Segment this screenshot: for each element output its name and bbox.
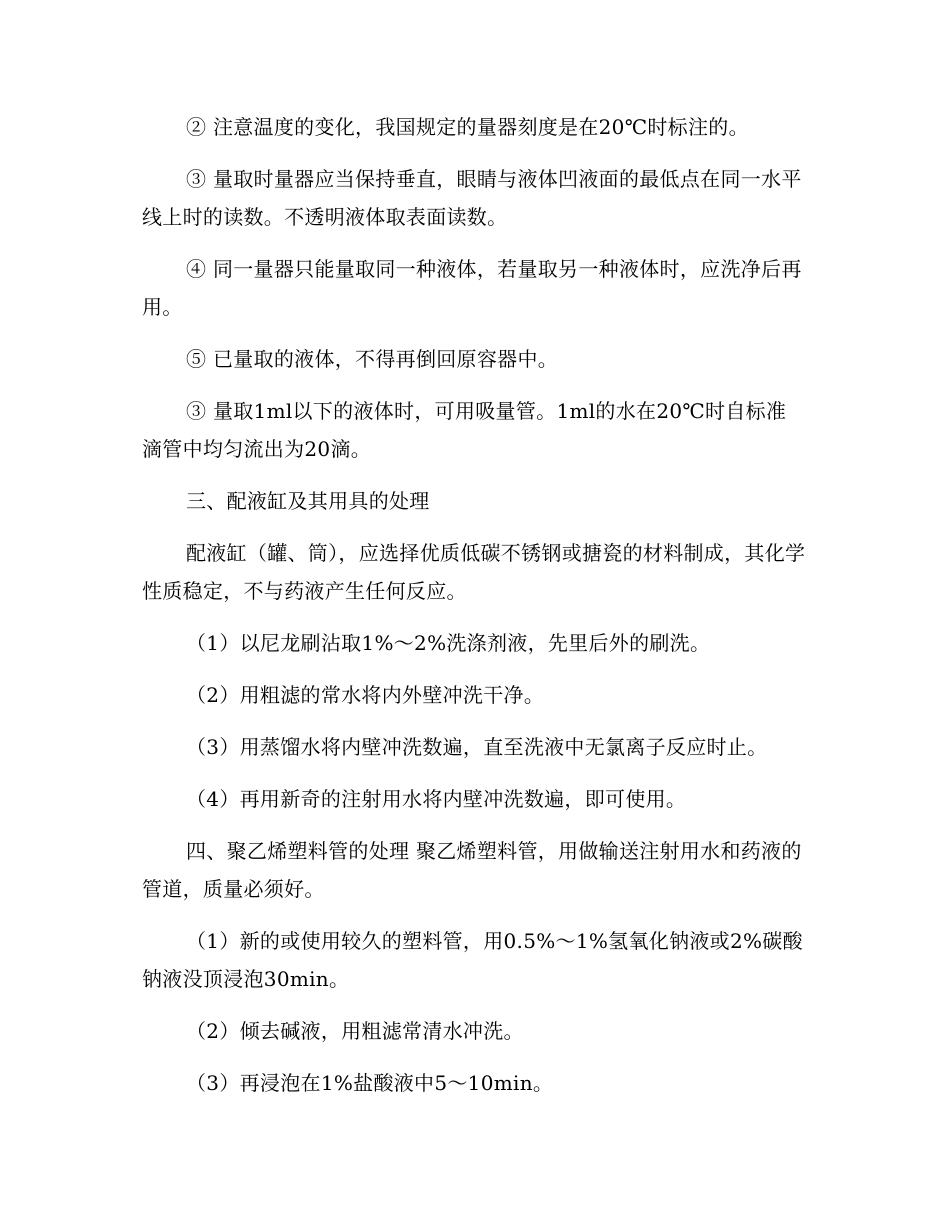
paragraph-tank-step-1: （1）以尼龙刷沾取1%～2%洗涤剂液，先里后外的刷洗。 — [186, 631, 711, 655]
paragraph-tank-material: 配液缸（罐、筒），应选择优质低碳不锈钢或搪瓷的材料制成，其化学性质稳定，不与药液产生任何反应。 — [142, 541, 806, 603]
paragraph-pipe-step-3: （3）再浸泡在1%盐酸液中5～10min。 — [186, 1071, 554, 1095]
document-body — [142, 108, 806, 1116]
paragraph-pipe-step-2: （2）倾去碱液，用粗滤常清水冲洗。 — [186, 1019, 524, 1043]
paragraph-note-same-liquid: ④ 同一量器只能量取同一种液体，若量取另一种液体时，应洗净后再用。 — [142, 257, 802, 319]
paragraph-tank-step-2: （2）用粗滤的常水将内外壁冲洗干净。 — [186, 683, 545, 707]
section-heading-pipe: 四、聚乙烯塑料管的处理 聚乙烯塑料管，用做输送注射用水和药液的管道，质量必须好。 — [142, 839, 802, 901]
paragraph-tank-step-3: （3）用蒸馏水将内壁冲洗数遍，直至洗液中无氯离子反应时止。 — [186, 735, 768, 759]
paragraph-note-vertical-reading: ③ 量取时量器应当保持垂直，眼睛与液体凹液面的最低点在同一水平线上时的读数。不透明液体取表面读数。 — [142, 167, 802, 229]
paragraph-pipe-step-1: （1）新的或使用较久的塑料管，用0.5%～1%氢氧化钠液或2%碳酸钠液没顶浸泡30min。 — [142, 929, 803, 991]
paragraph-note-no-return: ⑤ 已量取的液体，不得再倒回原容器中。 — [186, 347, 559, 371]
paragraph-note-pipette: ③ 量取1ml以下的液体时，可用吸量管。1ml的水在20℃时自标准滴管中均匀流出为20滴。 — [142, 399, 787, 461]
paragraph-tank-step-4: （4）再用新奇的注射用水将内壁冲洗数遍，即可使用。 — [186, 787, 687, 811]
section-heading-tank: 三、配液缸及其用具的处理 — [186, 489, 430, 513]
paragraph-note-temperature: ② 注意温度的变化，我国规定的量器刻度是在20℃时标注的。 — [186, 115, 749, 139]
